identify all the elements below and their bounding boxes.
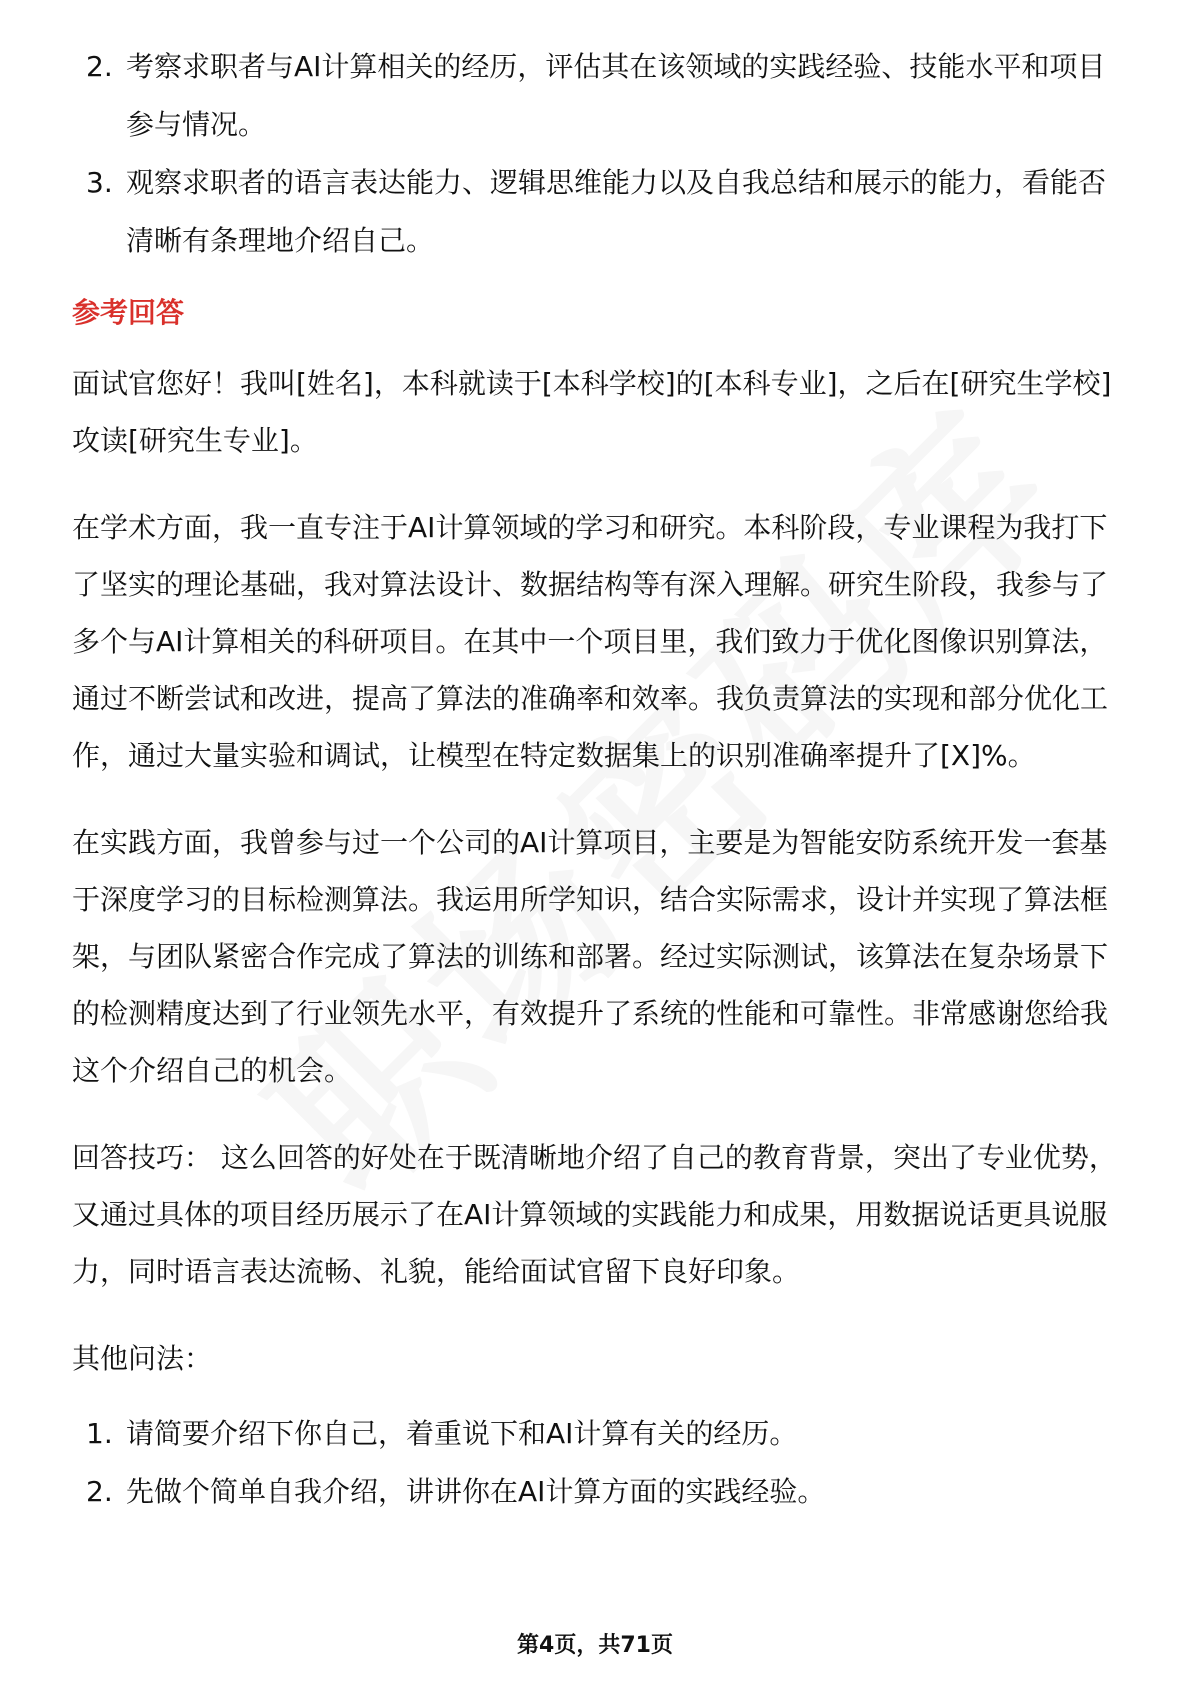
list-item-number: 3. xyxy=(86,166,113,199)
list-item-text: 先做个简单自我介绍，讲讲你在AI计算方面的实践经验。 xyxy=(126,1475,826,1508)
list-item-number: 2. xyxy=(86,1475,113,1508)
list-item xyxy=(72,1405,1122,1463)
page-number-footer: 第4页，共71页 xyxy=(517,1633,673,1658)
paragraph-answer-tips: 回答技巧： 这么回答的好处在于既清晰地介绍了自己的教育背景，突出了专业优势，又通过具体的项目经历展示了在AI计算领域的实践能力和成果，用数据说话更具说服力，同时语言表达流畅、礼貌，能给面试官留下良好印象。 xyxy=(72,1141,1117,1288)
list-item xyxy=(72,1463,1122,1521)
page-content xyxy=(72,38,1122,1521)
top-numbered-list xyxy=(72,38,1122,270)
section-heading-reference-answer: 参考回答 xyxy=(72,296,185,329)
list-item-text: 观察求职者的语言表达能力、逻辑思维能力以及自我总结和展示的能力，看能否清晰有条理地介绍自己。 xyxy=(126,166,1107,257)
paragraph-academic: 在学术方面，我一直专注于AI计算领域的学习和研究。本科阶段，专业课程为我打下了坚实的理论基础，我对算法设计、数据结构等有深入理解。研究生阶段，我参与了多个与AI计算相关的科研项目。在其中一个项目里，我们致力于优化图像识别算法，通过不断尝试和改进，提高了算法的准确率和效率。我负责算法的实现和部分优化工作，通过大量实验和调试，让模型在特定数据集上的识别准确率提升了[X]%。 xyxy=(72,511,1109,772)
list-item-number: 1. xyxy=(86,1417,113,1450)
paragraph-introduction: 面试官您好！我叫[姓名]，本科就读于[本科学校]的[本科专业]，之后在[研究生学校]攻读[研究生专业]。 xyxy=(72,367,1112,457)
paragraph-other-questions-label: 其他问法： xyxy=(72,1342,213,1375)
list-item-text: 请简要介绍下你自己，着重说下和AI计算有关的经历。 xyxy=(126,1417,798,1450)
list-item-number: 2. xyxy=(86,50,113,83)
bottom-numbered-list xyxy=(72,1405,1122,1521)
list-item xyxy=(72,154,1122,270)
list-item xyxy=(72,38,1122,154)
list-item-text: 考察求职者与AI计算相关的经历，评估其在该领域的实践经验、技能水平和项目参与情况。 xyxy=(126,50,1106,141)
paragraph-practice: 在实践方面，我曾参与过一个公司的AI计算项目，主要是为智能安防系统开发一套基于深度学习的目标检测算法。我运用所学知识，结合实际需求，设计并实现了算法框架，与团队紧密合作完成了算法的训练和部署。经过实际测试，该算法在复杂场景下的检测精度达到了行业领先水平，有效提升了系统的性能和可靠性。非常感谢您给我这个介绍自己的机会。 xyxy=(72,826,1109,1087)
